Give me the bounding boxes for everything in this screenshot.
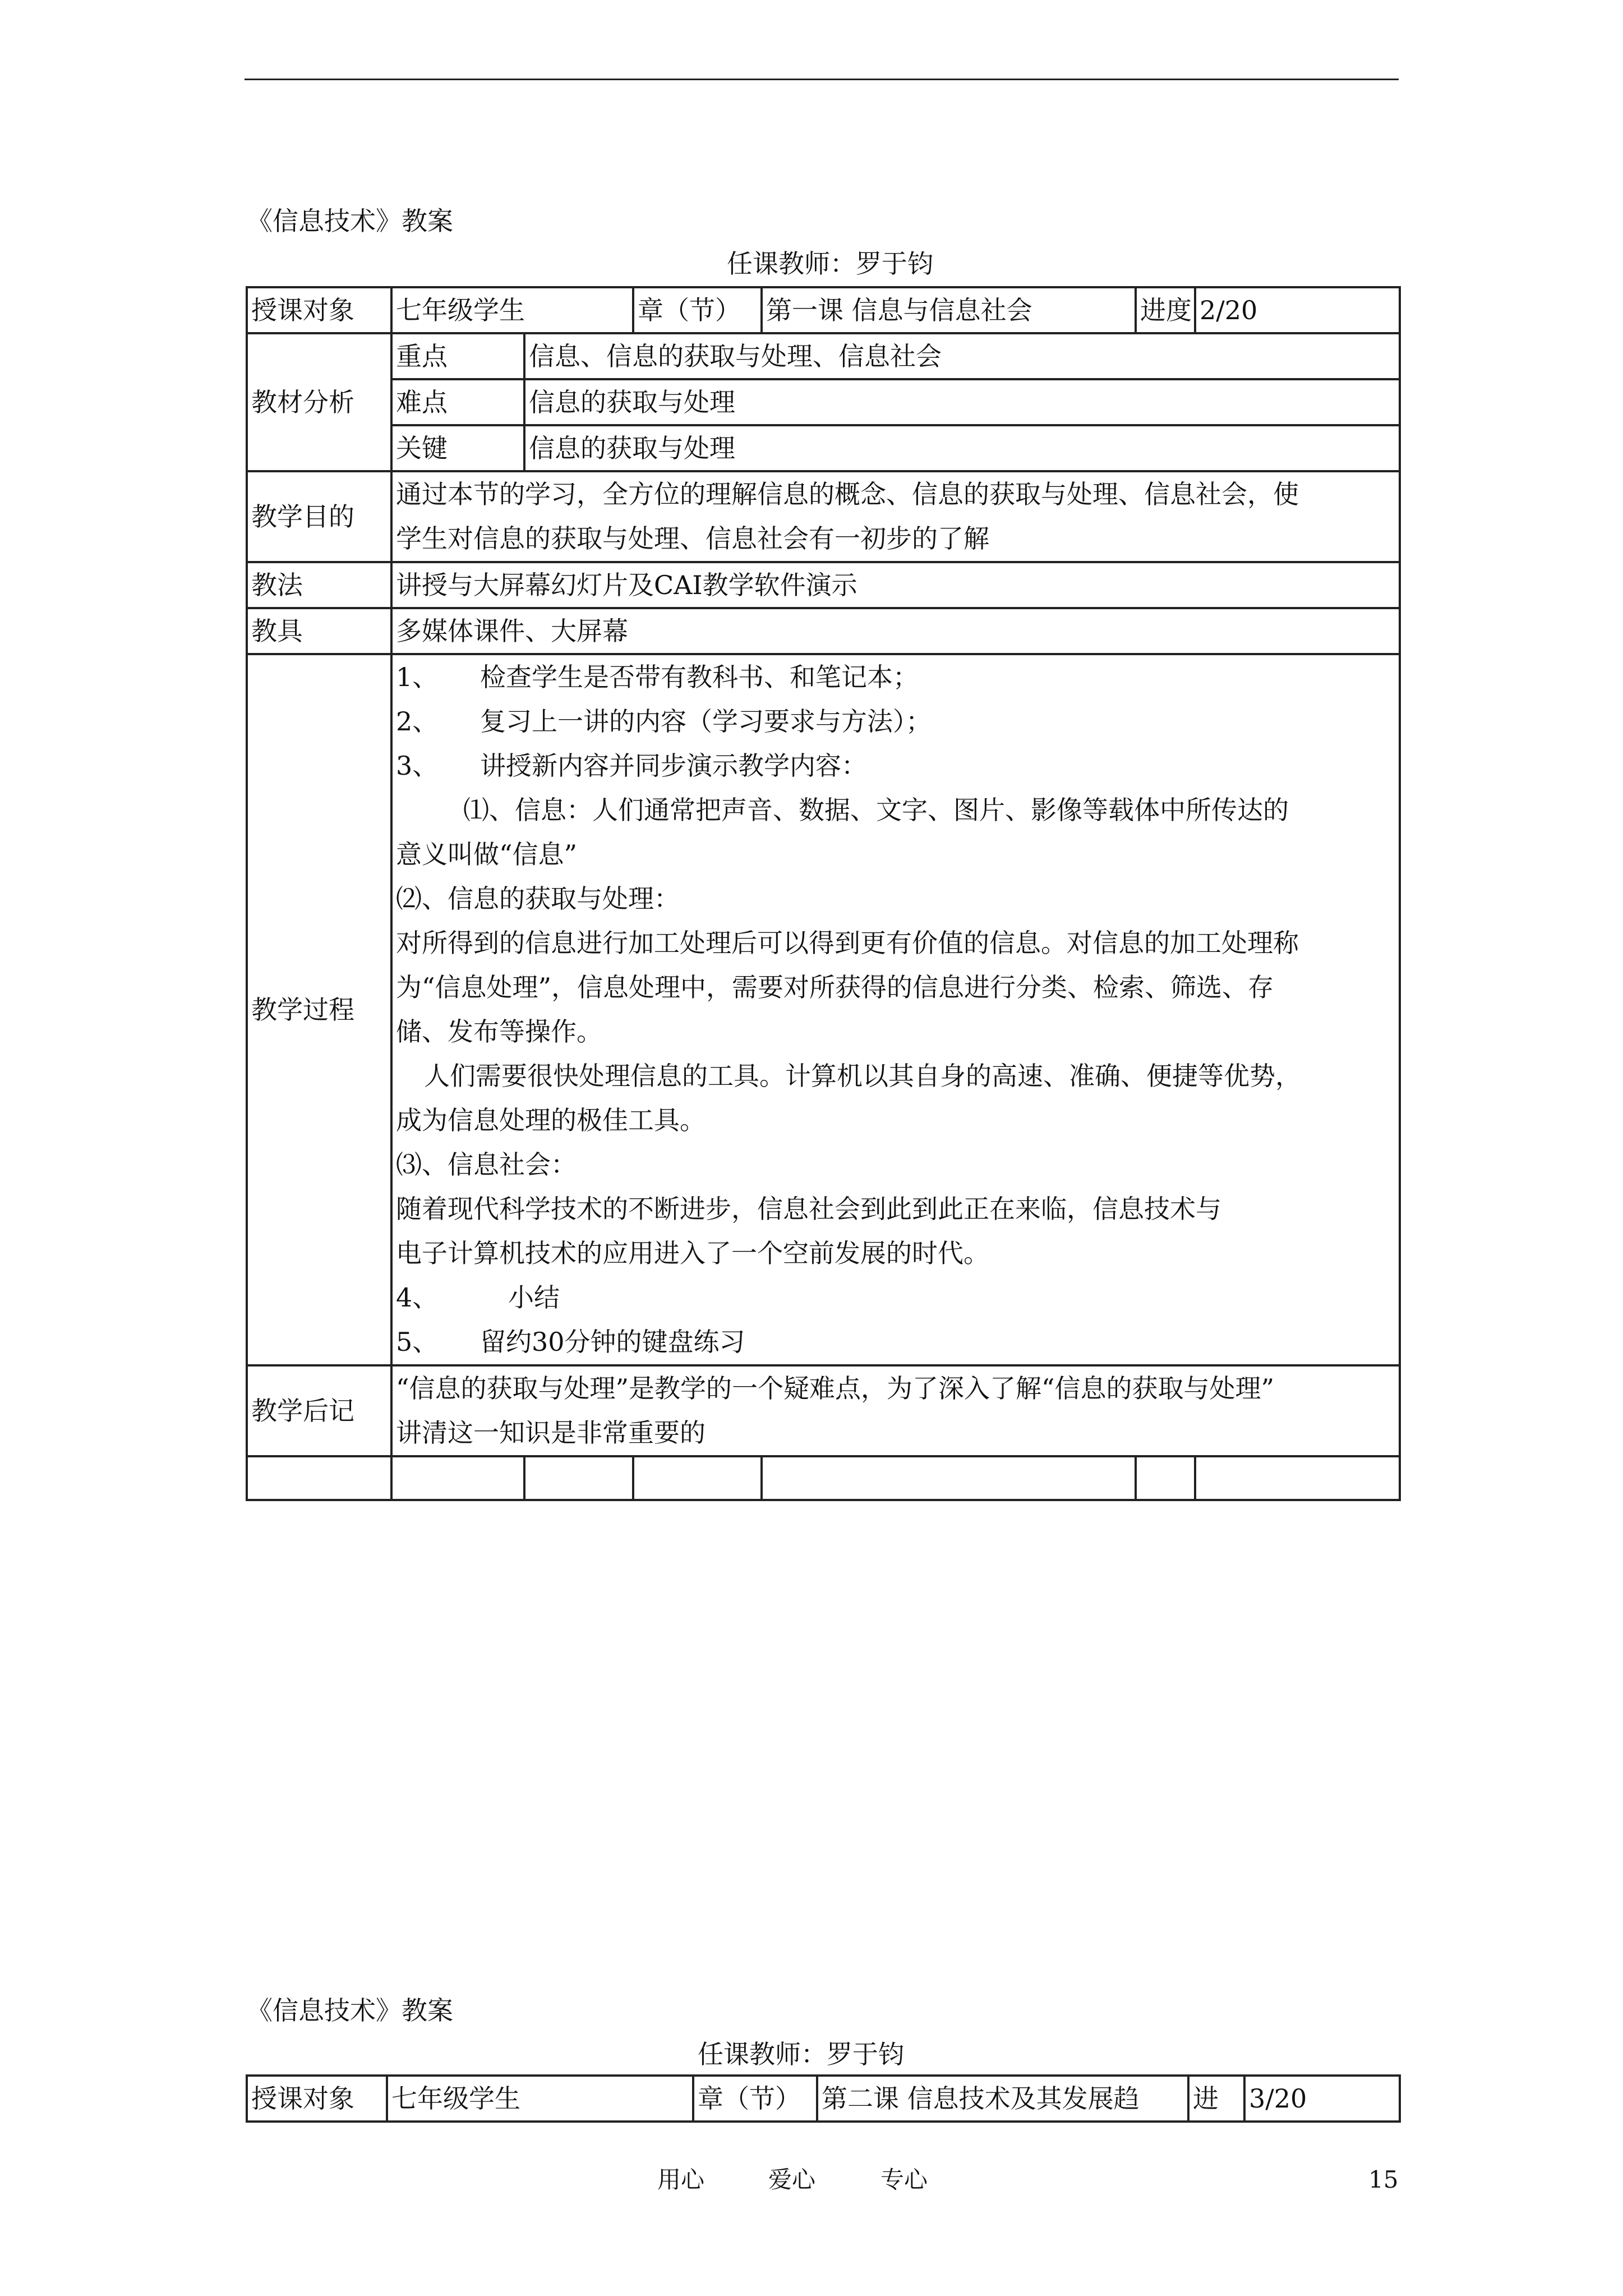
table-row [247,471,1400,562]
page-number: 15 [1368,2166,1399,2193]
process-subtitle: ⑵、信息的获取与处理： [396,884,680,914]
process-line: 意义叫做“信息” [396,839,578,869]
goal-text [391,471,1400,562]
process-line: 储、发布等操作。 [396,1016,602,1047]
chapter-value: 第一课 信息与信息社会 [762,287,1136,333]
process-line: 人们需要很快处理信息的工具。计算机以其自身的高速、准确、便捷等优势， [424,1061,1301,1091]
footer-motto-1: 用心 [657,2166,705,2193]
process-line: 为“信息处理”，信息处理中，需要对所获得的信息进行分类、检索、筛选、存 [396,972,1274,1002]
table-row [247,379,1400,425]
method-label: 教法 [247,562,391,608]
teacher-line-2: 任课教师：罗于钧 [698,2039,904,2069]
target-label: 授课对象 [247,2076,387,2122]
process-step [396,700,1395,744]
chapter-label: 章（节） [693,2076,817,2122]
analysis-key: 难点 [391,379,524,425]
table-row [247,562,1400,608]
tools-value: 多媒体课件、大屏幕 [391,608,1400,654]
analysis-label: 教材分析 [247,333,391,471]
progress-value: 2/20 [1195,287,1400,333]
tools-label: 教具 [247,608,391,654]
process-line: 随着现代科学技术的不断进步，信息社会到此到此正在来临，信息技术与 [396,1194,1221,1224]
empty-cell [1136,1456,1195,1500]
process-line: 成为信息处理的极佳工具。 [396,1105,706,1135]
process-step [396,744,1395,788]
lesson-plan-table-1 [246,286,1401,1501]
goal-line: 学生对信息的获取与处理、信息社会有一初步的了解 [396,523,989,554]
progress-label: 进 [1188,2076,1244,2122]
process-label: 教学过程 [247,654,391,1365]
process-step [396,1320,1395,1364]
step-text: 小结 [508,1282,560,1313]
analysis-value: 信息、信息的获取与处理、信息社会 [524,333,1400,379]
step-text: 复习上一讲的内容（学习要求与方法）； [480,706,932,737]
step-number: 5、 [396,1327,439,1357]
afterword-label: 教学后记 [247,1365,391,1456]
table-row-empty [247,1456,1400,1500]
afterword-line: 讲清这一知识是非常重要的 [396,1418,706,1448]
header-rule [245,79,1399,80]
table-row [247,287,1400,333]
progress-value: 3/20 [1244,2076,1400,2122]
table-row [247,608,1400,654]
table-row [247,425,1400,471]
target-value: 七年级学生 [387,2076,693,2122]
step-number: 4、 [396,1282,439,1313]
process-content [391,654,1400,1365]
afterword-text [391,1365,1400,1456]
goal-label: 教学目的 [247,471,391,562]
progress-label: 进度 [1136,287,1195,333]
lesson-title-2: 《信息技术》教案 [247,1995,453,2026]
process-line: ⑴、信息：人们通常把声音、数据、文字、图片、影像等载体中所传达的 [463,795,1289,825]
analysis-value: 信息的获取与处理 [524,379,1400,425]
empty-cell [1195,1456,1400,1500]
empty-cell [524,1456,633,1500]
empty-cell [633,1456,762,1500]
target-label: 授课对象 [247,287,391,333]
chapter-value: 第二课 信息技术及其发展趋 [817,2076,1188,2122]
footer-motto-2: 爱心 [768,2166,816,2193]
step-number: 3、 [396,751,439,781]
goal-line: 通过本节的学习，全方位的理解信息的概念、信息的获取与处理、信息社会，使 [396,479,1299,509]
empty-cell [391,1456,524,1500]
step-number: 1、 [396,662,439,692]
analysis-key: 关键 [391,425,524,471]
process-line: 对所得到的信息进行加工处理后可以得到更有价值的信息。对信息的加工处理称 [396,928,1299,958]
process-subtitle: ⑶、信息社会： [396,1149,577,1180]
process-line: 电子计算机技术的应用进入了一个空前发展的时代。 [396,1238,989,1268]
table-row [247,1365,1400,1456]
process-step [396,1276,1395,1320]
analysis-value: 信息的获取与处理 [524,425,1400,471]
method-value: 讲授与大屏幕幻灯片及CAI教学软件演示 [391,562,1400,608]
afterword-line: “信息的获取与处理”是教学的一个疑难点，为了深入了解“信息的获取与处理” [396,1373,1275,1404]
lesson-plan-table-2 [246,2074,1401,2123]
empty-cell [762,1456,1136,1500]
process-step [396,655,1395,700]
empty-cell [247,1456,391,1500]
table-row [247,2076,1400,2122]
footer-motto-3: 专心 [880,2166,928,2193]
teacher-line: 任课教师：罗于钧 [727,249,933,279]
table-row [247,333,1400,379]
step-text: 留约30分钟的键盘练习 [480,1327,745,1357]
step-text: 检查学生是否带有教科书、和笔记本； [480,662,919,692]
step-text: 讲授新内容并同步演示教学内容： [480,751,867,781]
table-row [247,654,1400,1365]
target-value: 七年级学生 [391,287,633,333]
lesson-title: 《信息技术》教案 [247,206,453,236]
chapter-label: 章（节） [633,287,762,333]
step-number: 2、 [396,706,439,737]
analysis-key: 重点 [391,333,524,379]
